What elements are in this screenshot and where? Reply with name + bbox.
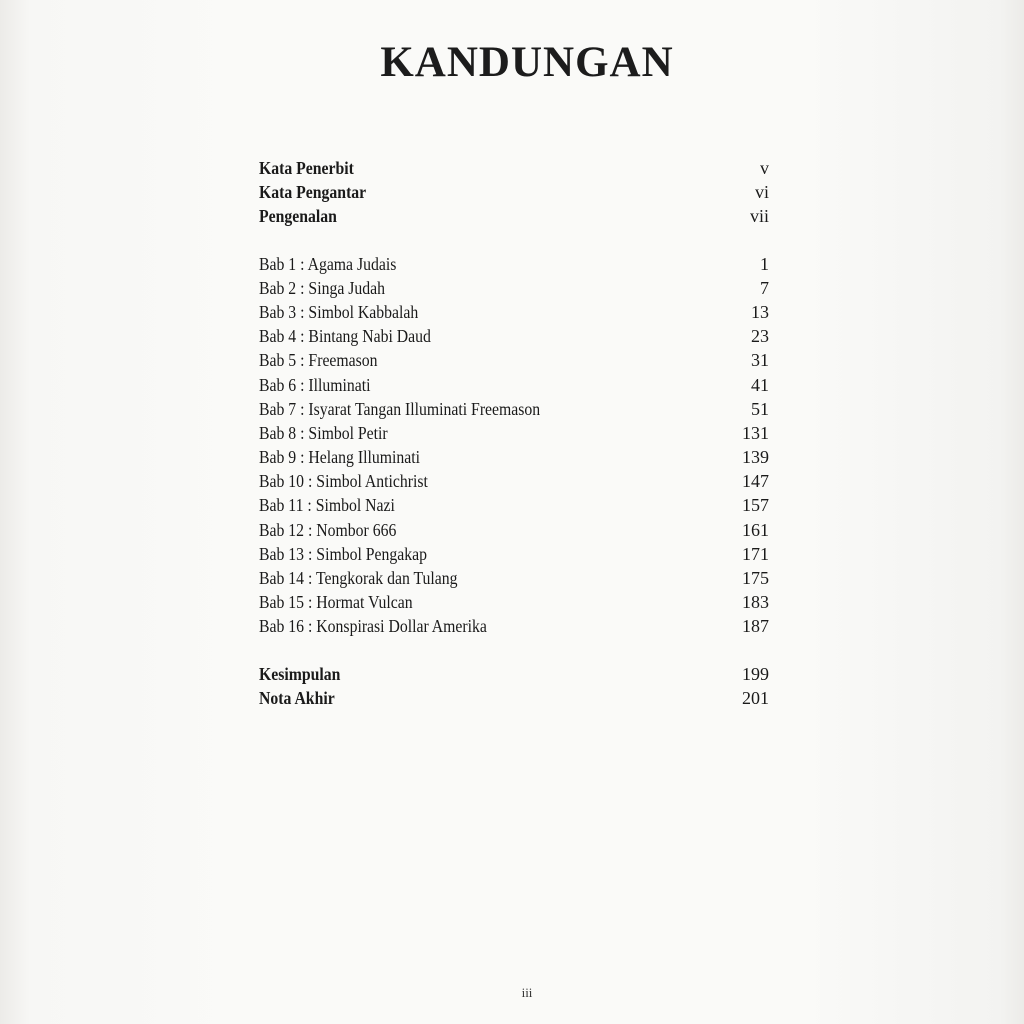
toc-entry-label: Bab 14 : Tengkorak dan Tulang: [259, 568, 458, 588]
toc-entry-label: Bab 3 : Simbol Kabbalah: [259, 301, 419, 322]
toc-entry-front-3: [259, 204, 776, 228]
toc-entry-page: 183: [742, 592, 769, 613]
toc-entry-chapter-8: [259, 421, 776, 445]
toc-entry-label: Bab 7 : Isyarat Tangan Illuminati Freemason: [259, 398, 541, 419]
toc-entry-chapter-5: [259, 348, 776, 372]
toc-entry-chapter-16: [259, 614, 776, 638]
toc-entry-page: 1: [760, 253, 769, 274]
toc-entry-label: Bab 13 : Simbol Pengakap: [259, 543, 427, 564]
toc-entry-back-1: [259, 662, 776, 686]
toc-entry-page: 171: [742, 543, 769, 564]
toc-entry-page: 13: [751, 301, 769, 322]
toc-entry-label: Bab 9 : Helang Illuminati: [259, 447, 420, 468]
toc-entry-page: 139: [742, 447, 769, 468]
toc-entry-label: Bab 15 : Hormat Vulcan: [259, 592, 413, 613]
toc-entry-label: Bab 4 : Bintang Nabi Daud: [259, 326, 431, 347]
toc-entry-label: Bab 6 : Illuminati: [259, 374, 371, 395]
toc-entry-chapter-2: [259, 276, 776, 300]
toc-entry-label: Bab 8 : Simbol Petir: [259, 422, 388, 443]
toc-entry-page: 175: [742, 568, 769, 588]
toc-entry-chapter-1: [259, 252, 776, 276]
toc-entry-label: Bab 10 : Simbol Antichrist: [259, 471, 428, 492]
toc-entry-page: vii: [749, 206, 769, 227]
toc-entry-page: vi: [754, 182, 769, 203]
toc-entry-chapter-15: [259, 590, 776, 614]
toc-entry-page: 23: [751, 326, 769, 347]
toc-entry-chapter-6: [259, 373, 776, 397]
toc-entry-label: Bab 1 : Agama Judais: [259, 253, 397, 274]
section-gap: [259, 229, 776, 252]
toc-entry-page: 199: [742, 663, 769, 684]
page-number: iii: [521, 985, 533, 1000]
toc-entry-page: v: [760, 158, 769, 178]
toc-entry-page: 157: [742, 495, 769, 516]
toc-entry-page: 201: [742, 687, 769, 708]
toc-entry-chapter-3: [259, 300, 776, 324]
toc-entry-label: Bab 16 : Konspirasi Dollar Amerika: [259, 616, 487, 637]
toc-entry-label: Kata Pengantar: [259, 182, 367, 203]
toc-entry-chapter-10: [259, 469, 776, 493]
toc-entry-label: Kata Penerbit: [259, 158, 354, 178]
toc-entry-page: 31: [751, 350, 769, 371]
toc-entry-page: 7: [760, 277, 769, 298]
toc-entry-label: Bab 12 : Nombor 666: [259, 519, 397, 540]
toc-entry-chapter-12: [259, 518, 776, 542]
toc-entry-label: Bab 11 : Simbol Nazi: [259, 495, 395, 516]
toc-entry-label: Nota Akhir: [259, 687, 335, 708]
toc-entry-chapter-13: [259, 542, 776, 566]
toc-entry-page: 147: [742, 471, 769, 492]
toc-entry-chapter-11: [259, 493, 776, 517]
toc-entry-chapter-4: [259, 324, 776, 348]
table-of-contents: [259, 156, 776, 710]
toc-entry-label: Pengenalan: [259, 206, 337, 227]
toc-entry-label: Kesimpulan: [259, 663, 341, 684]
toc-entry-page: 41: [751, 374, 769, 395]
toc-entry-page: 187: [742, 616, 769, 637]
toc-entry-chapter-14: [259, 566, 776, 590]
section-gap: [259, 639, 776, 662]
toc-entry-page: 131: [742, 422, 769, 443]
toc-entry-label: Bab 5 : Freemason: [259, 350, 378, 371]
toc-entry-page: 51: [751, 398, 769, 419]
toc-entry-front-2: [259, 180, 776, 204]
page-title: KANDUNGAN: [380, 39, 674, 86]
toc-entry-chapter-7: [259, 397, 776, 421]
toc-entry-chapter-9: [259, 445, 776, 469]
toc-entry-back-2: [259, 686, 776, 710]
toc-entry-page: 161: [742, 519, 769, 540]
toc-entry-front-1: [259, 156, 776, 180]
toc-entry-label: Bab 2 : Singa Judah: [259, 277, 385, 298]
